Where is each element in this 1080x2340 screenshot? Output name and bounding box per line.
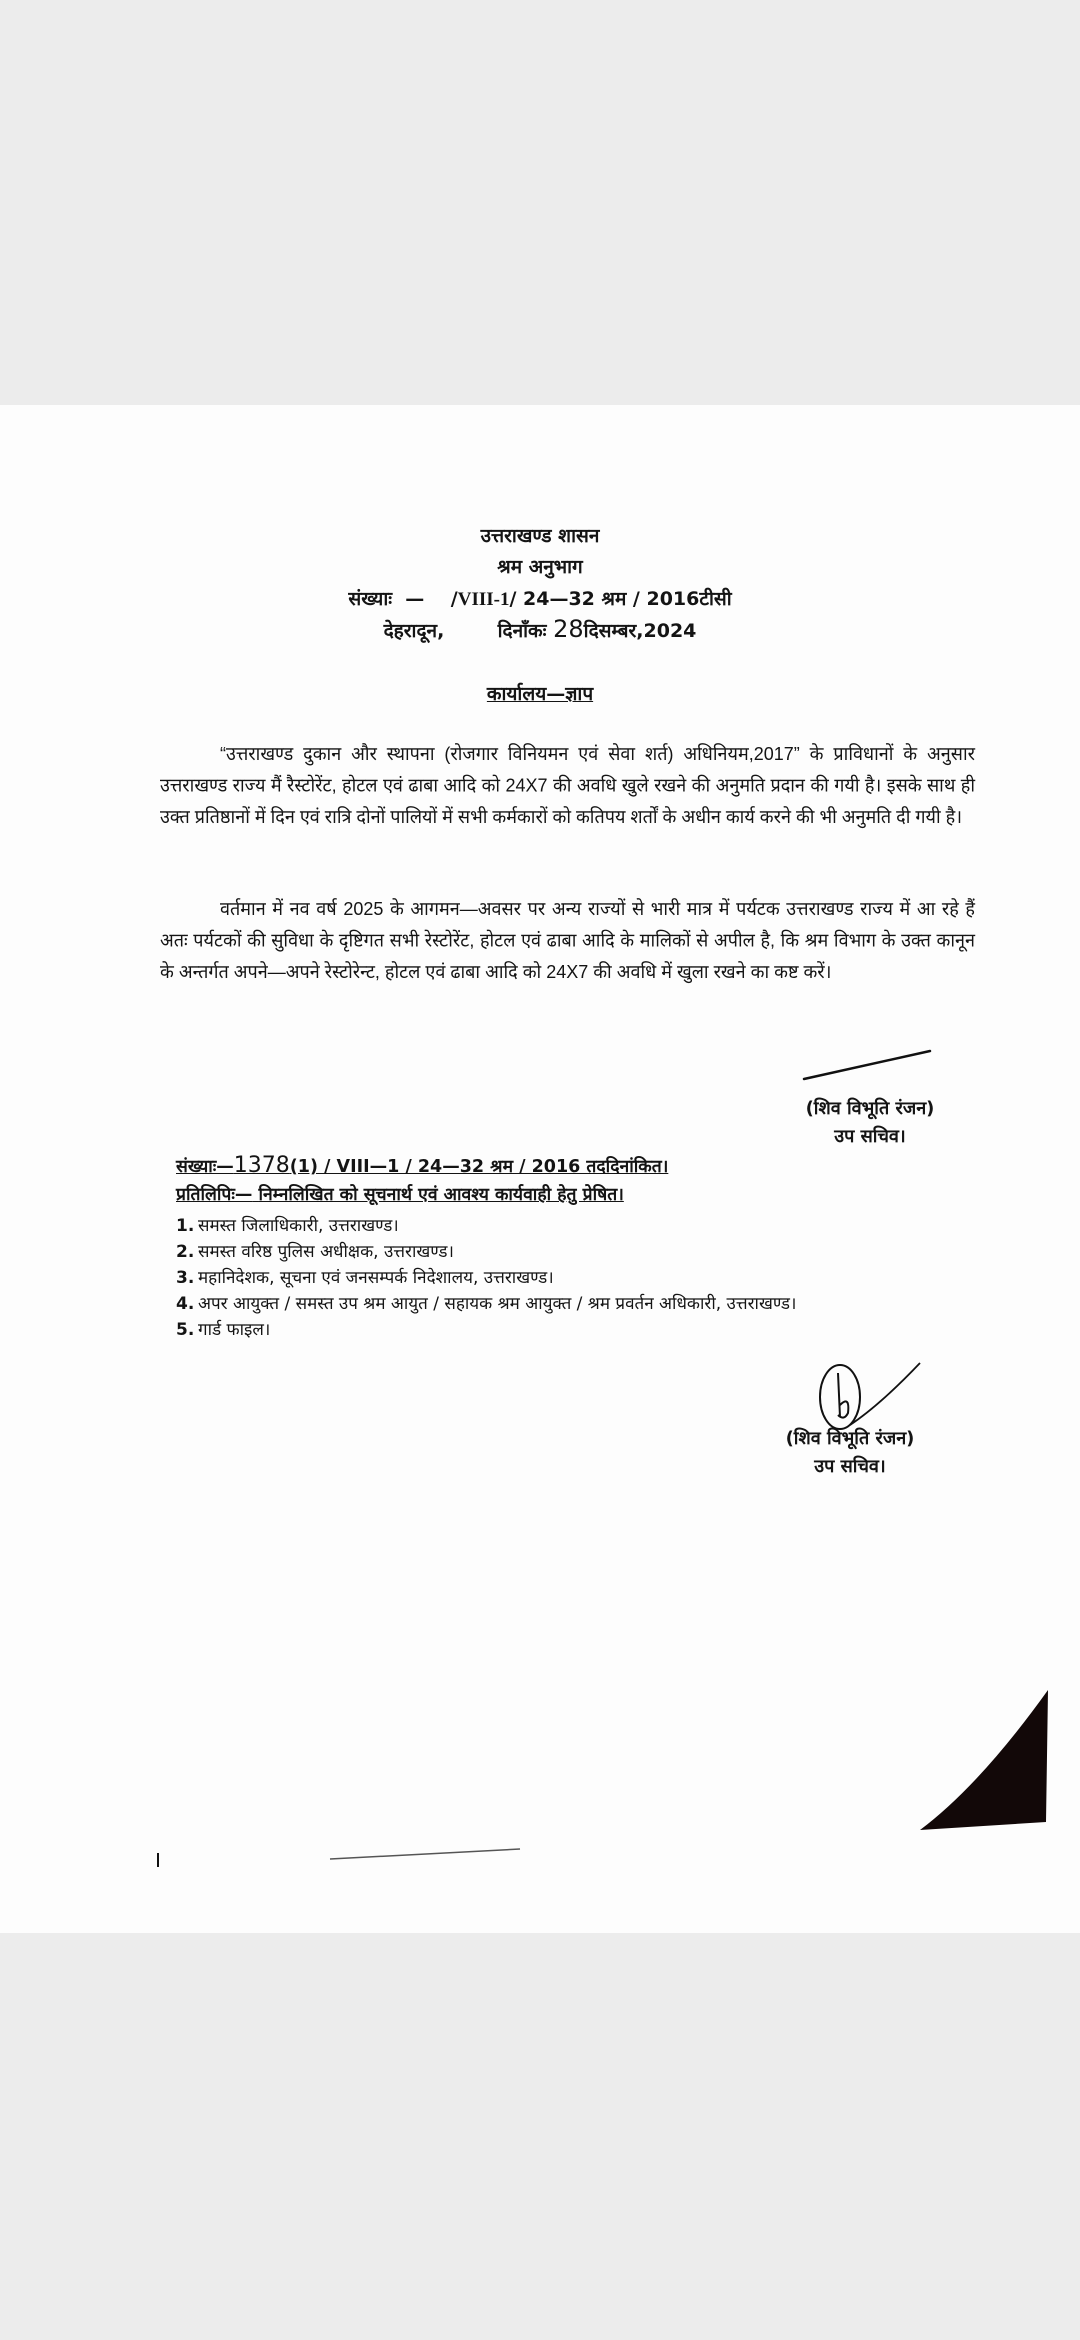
list-item: 3. महानिदेशक, सूचना एवं जनसम्पर्क निदेशालय, उत्तराखण्ड। xyxy=(176,1268,554,1288)
reference-roman: VIII-1 xyxy=(457,589,510,610)
copy-reference xyxy=(176,1153,668,1178)
copy-label: प्रतिलिपिः— xyxy=(176,1185,253,1205)
date-handwritten-day: 28 xyxy=(553,615,584,643)
scan-stroke-mark xyxy=(150,1845,530,1875)
subject-heading: कार्यालय—ज्ञाप xyxy=(486,683,594,705)
section-title: श्रम अनुभाग xyxy=(497,556,583,578)
signature-block-2 xyxy=(750,1425,950,1481)
date-rest: दिसम्बर,2024 xyxy=(583,620,697,642)
reference-number xyxy=(0,585,1080,611)
signature-initials-2 xyxy=(810,1355,930,1435)
document-page xyxy=(0,405,1080,1933)
scan-shadow-corner xyxy=(900,1690,1080,1835)
government-title: उत्तराखण्ड शासन xyxy=(480,525,600,547)
signatory-name-2: (शिव विभूति रंजन) xyxy=(785,1428,915,1449)
reference-prefix: संख्याः — / xyxy=(348,588,458,610)
list-item: 2. समस्त वरिष्ठ पुलिस अधीक्षक, उत्तराखण्ड। xyxy=(176,1242,454,1262)
copy-forward-line xyxy=(176,1182,624,1206)
signature-block-1 xyxy=(770,1095,970,1151)
recipient-list xyxy=(176,1213,936,1343)
copy-reference-rest: (1) / VIII—1 / 24—32 श्रम / 2016 तददिनांकित। xyxy=(289,1157,669,1177)
list-item: 4. अपर आयुक्त / समस्त उप श्रम आयुत / सहायक श्रम आयुक्त / श्रम प्रवर्तन अधिकारी, उत्तराखण्ड। xyxy=(176,1294,797,1314)
date-label: दिनाँकः xyxy=(497,620,547,642)
copy-reference-prefix: संख्याः— xyxy=(176,1157,234,1177)
signatory-name-1: (शिव विभूति रंजन) xyxy=(805,1098,935,1119)
signatory-designation-1: उप सचिव। xyxy=(834,1126,906,1147)
list-item: 1. समस्त जिलाधिकारी, उत्तराखण्ड। xyxy=(176,1216,399,1236)
copy-text: निम्नलिखित को सूचनार्थ एवं आवश्य कार्यवाही हेतु प्रेषित। xyxy=(258,1185,624,1205)
reference-suffix: / 24—32 श्रम / 2016टीसी xyxy=(509,588,732,610)
copy-reference-handwritten: 1378 xyxy=(233,1153,290,1178)
place-date-line xyxy=(0,615,1080,643)
paragraph-2 xyxy=(160,893,975,988)
paragraph-2-text: वर्तमान में नव वर्ष 2025 के आगमन—अवसर पर अन्य राज्यों से भारी मात्र में पर्यटक उत्तराखण्ड राज्य में आ रहे हैं अतः पर्यटकों की सुविधा के दृष्टिगत सभी रेस्टोरेंट, होटल एवं ढाबा आदि के मालिकों से अपील है, कि श्रम विभाग के उक्त कानून के अन्तर्गत अपने—अपने रेस्टोरेन्ट, होटल एवं ढाबा आदि को 24X7 की अवधि में खुला रखने का कष्ट करें। xyxy=(160,898,975,982)
list-item: 5. गार्ड फाइल। xyxy=(176,1320,271,1340)
paragraph-1 xyxy=(160,738,975,833)
place: देहरादून, xyxy=(383,620,445,642)
signature-stroke-1 xyxy=(800,1045,940,1085)
signatory-designation-2: उप सचिव। xyxy=(814,1456,886,1477)
paragraph-1-text: “उत्तराखण्ड दुकान और स्थापना (रोजगार विनियमन एवं सेवा शर्त) अधिनियम,2017” के प्राविधानों के अनुसार उत्तराखण्ड राज्य मैं रैस्टोरेंट, होटल एवं ढाबा आदि को 24X7 की अवधि खुले रखने की अनुमति प्रदान की गयी है। इसके साथ ही उक्त प्रतिष्ठानों में दिन एवं रात्रि दोनों पालियों में सभी कर्मकारों को कतिपय शर्तों के अधीन कार्य करने की भी अनुमति दी गयी है। xyxy=(160,743,975,827)
